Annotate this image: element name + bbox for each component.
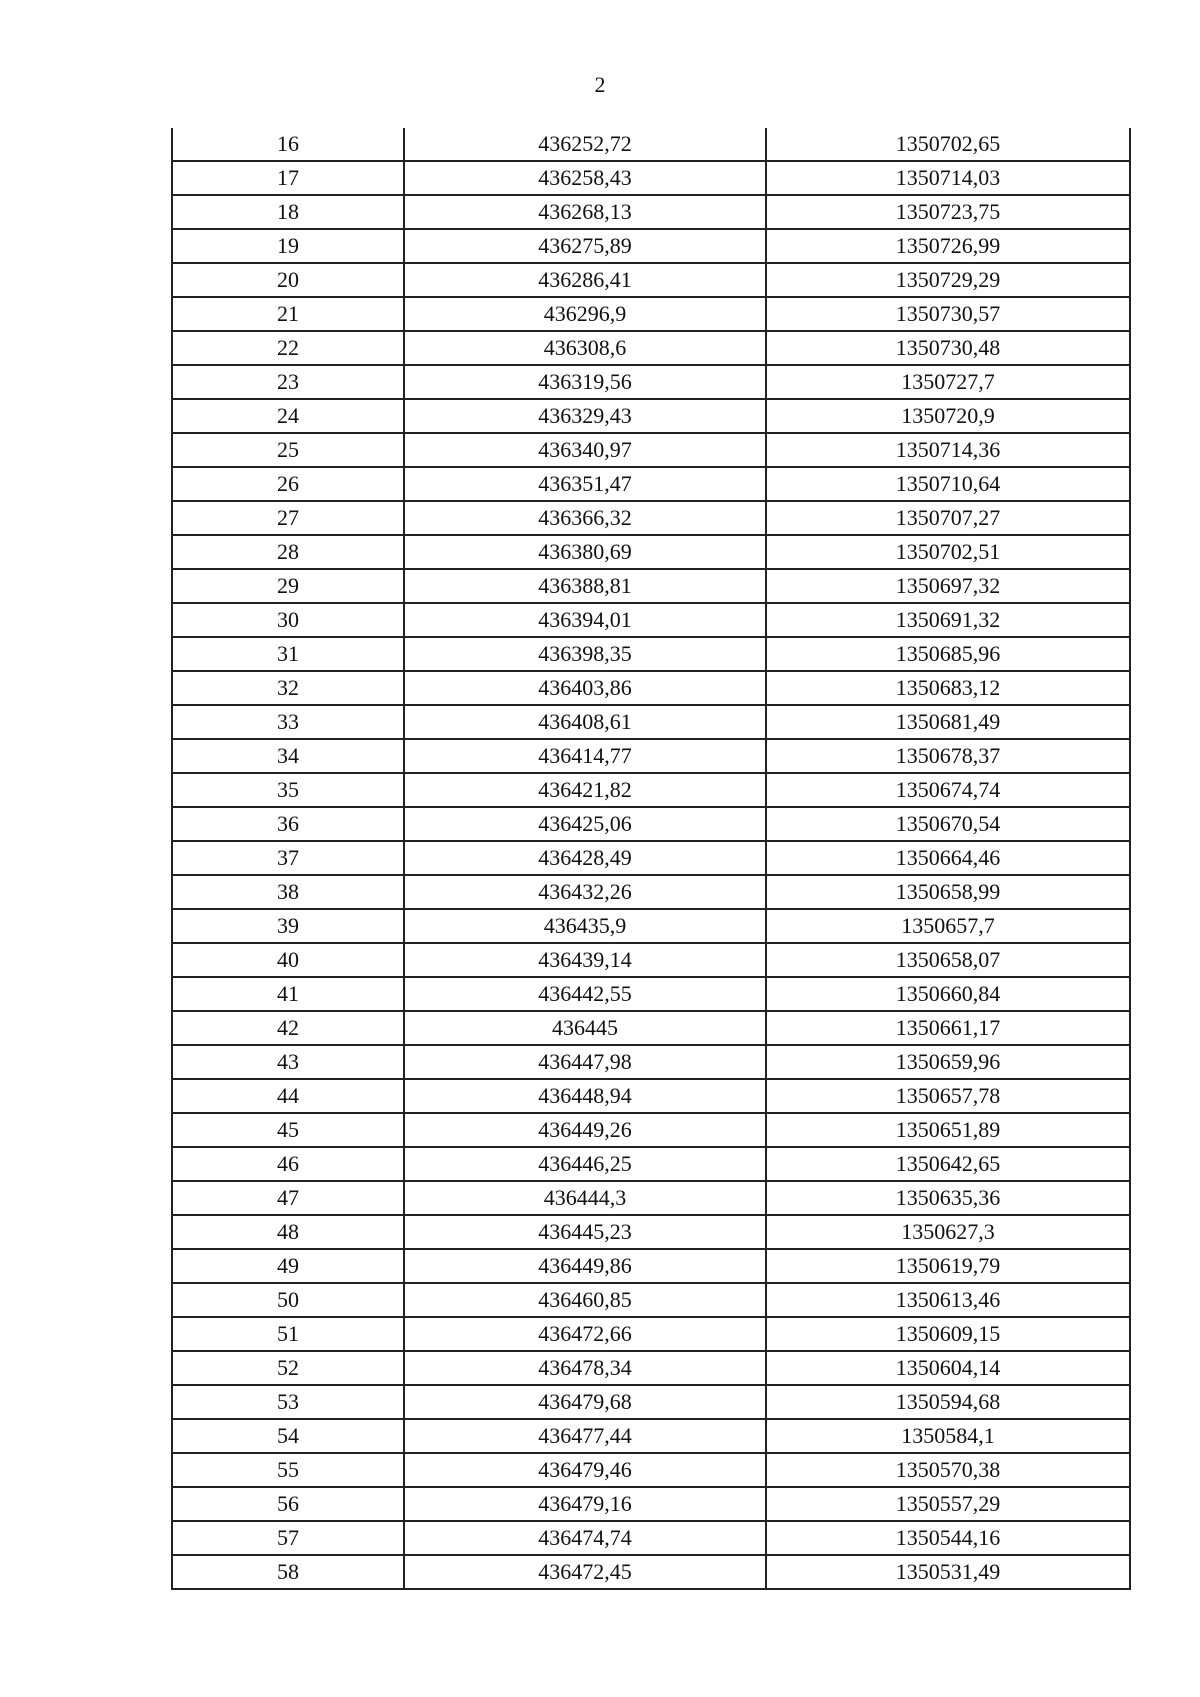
table-row (172, 943, 1130, 977)
y-coordinate-cell: 1350727,7 (766, 365, 1130, 399)
x-coordinate-cell: 436447,98 (404, 1045, 766, 1079)
table-row (172, 1045, 1130, 1079)
table-row (172, 739, 1130, 773)
point-number-cell: 20 (172, 263, 404, 297)
y-coordinate-cell: 1350584,1 (766, 1419, 1130, 1453)
point-number-cell: 16 (172, 128, 404, 161)
table-row (172, 1283, 1130, 1317)
point-number-cell: 26 (172, 467, 404, 501)
point-number-cell: 32 (172, 671, 404, 705)
table-row (172, 501, 1130, 535)
y-coordinate-cell: 1350720,9 (766, 399, 1130, 433)
table-row (172, 1215, 1130, 1249)
x-coordinate-cell: 436394,01 (404, 603, 766, 637)
point-number-cell: 48 (172, 1215, 404, 1249)
point-number-cell: 53 (172, 1385, 404, 1419)
y-coordinate-cell: 1350702,51 (766, 535, 1130, 569)
table-row (172, 535, 1130, 569)
y-coordinate-cell: 1350651,89 (766, 1113, 1130, 1147)
y-coordinate-cell: 1350674,74 (766, 773, 1130, 807)
table-row (172, 1453, 1130, 1487)
table-row (172, 1079, 1130, 1113)
table-row (172, 195, 1130, 229)
x-coordinate-cell: 436398,35 (404, 637, 766, 671)
y-coordinate-cell: 1350683,12 (766, 671, 1130, 705)
point-number-cell: 25 (172, 433, 404, 467)
point-number-cell: 37 (172, 841, 404, 875)
y-coordinate-cell: 1350659,96 (766, 1045, 1130, 1079)
x-coordinate-cell: 436319,56 (404, 365, 766, 399)
point-number-cell: 40 (172, 943, 404, 977)
x-coordinate-cell: 436474,74 (404, 1521, 766, 1555)
y-coordinate-cell: 1350685,96 (766, 637, 1130, 671)
y-coordinate-cell: 1350664,46 (766, 841, 1130, 875)
point-number-cell: 36 (172, 807, 404, 841)
y-coordinate-cell: 1350670,54 (766, 807, 1130, 841)
y-coordinate-cell: 1350557,29 (766, 1487, 1130, 1521)
table-row (172, 1249, 1130, 1283)
x-coordinate-cell: 436329,43 (404, 399, 766, 433)
y-coordinate-cell: 1350714,03 (766, 161, 1130, 195)
table-row (172, 773, 1130, 807)
point-number-cell: 27 (172, 501, 404, 535)
table-row (172, 1147, 1130, 1181)
point-number-cell: 22 (172, 331, 404, 365)
x-coordinate-cell: 436479,46 (404, 1453, 766, 1487)
point-number-cell: 58 (172, 1555, 404, 1589)
table-row (172, 399, 1130, 433)
table-row (172, 671, 1130, 705)
x-coordinate-cell: 436479,68 (404, 1385, 766, 1419)
table-row (172, 977, 1130, 1011)
point-number-cell: 50 (172, 1283, 404, 1317)
x-coordinate-cell: 436408,61 (404, 705, 766, 739)
table-row (172, 637, 1130, 671)
x-coordinate-cell: 436252,72 (404, 128, 766, 161)
table-row (172, 161, 1130, 195)
x-coordinate-cell: 436351,47 (404, 467, 766, 501)
point-number-cell: 38 (172, 875, 404, 909)
x-coordinate-cell: 436472,45 (404, 1555, 766, 1589)
y-coordinate-cell: 1350657,78 (766, 1079, 1130, 1113)
x-coordinate-cell: 436448,94 (404, 1079, 766, 1113)
page-number: 2 (594, 72, 606, 97)
x-coordinate-cell: 436268,13 (404, 195, 766, 229)
x-coordinate-cell: 436388,81 (404, 569, 766, 603)
y-coordinate-cell: 1350660,84 (766, 977, 1130, 1011)
y-coordinate-cell: 1350613,46 (766, 1283, 1130, 1317)
table-row (172, 1351, 1130, 1385)
x-coordinate-cell: 436258,43 (404, 161, 766, 195)
y-coordinate-cell: 1350604,14 (766, 1351, 1130, 1385)
y-coordinate-cell: 1350723,75 (766, 195, 1130, 229)
table-row (172, 875, 1130, 909)
y-coordinate-cell: 1350702,65 (766, 128, 1130, 161)
table-row (172, 705, 1130, 739)
point-number-cell: 52 (172, 1351, 404, 1385)
table-row (172, 1521, 1130, 1555)
point-number-cell: 47 (172, 1181, 404, 1215)
point-number-cell: 42 (172, 1011, 404, 1045)
x-coordinate-cell: 436380,69 (404, 535, 766, 569)
table-row (172, 1113, 1130, 1147)
y-coordinate-cell: 1350710,64 (766, 467, 1130, 501)
x-coordinate-cell: 436286,41 (404, 263, 766, 297)
table-row (172, 263, 1130, 297)
point-number-cell: 43 (172, 1045, 404, 1079)
table-row (172, 331, 1130, 365)
table-row (172, 229, 1130, 263)
point-number-cell: 49 (172, 1249, 404, 1283)
y-coordinate-cell: 1350707,27 (766, 501, 1130, 535)
point-number-cell: 21 (172, 297, 404, 331)
point-number-cell: 35 (172, 773, 404, 807)
table-row (172, 1317, 1130, 1351)
x-coordinate-cell: 436275,89 (404, 229, 766, 263)
table-row (172, 1487, 1130, 1521)
x-coordinate-cell: 436439,14 (404, 943, 766, 977)
table-row (172, 841, 1130, 875)
point-number-cell: 17 (172, 161, 404, 195)
point-number-cell: 51 (172, 1317, 404, 1351)
y-coordinate-cell: 1350658,99 (766, 875, 1130, 909)
table-row (172, 297, 1130, 331)
x-coordinate-cell: 436477,44 (404, 1419, 766, 1453)
y-coordinate-cell: 1350619,79 (766, 1249, 1130, 1283)
x-coordinate-cell: 436442,55 (404, 977, 766, 1011)
table-row (172, 467, 1130, 501)
y-coordinate-cell: 1350730,48 (766, 331, 1130, 365)
x-coordinate-cell: 436435,9 (404, 909, 766, 943)
x-coordinate-cell: 436403,86 (404, 671, 766, 705)
point-number-cell: 41 (172, 977, 404, 1011)
point-number-cell: 54 (172, 1419, 404, 1453)
y-coordinate-cell: 1350714,36 (766, 433, 1130, 467)
x-coordinate-cell: 436445 (404, 1011, 766, 1045)
x-coordinate-cell: 436446,25 (404, 1147, 766, 1181)
x-coordinate-cell: 436296,9 (404, 297, 766, 331)
y-coordinate-cell: 1350544,16 (766, 1521, 1130, 1555)
point-number-cell: 30 (172, 603, 404, 637)
x-coordinate-cell: 436449,26 (404, 1113, 766, 1147)
y-coordinate-cell: 1350726,99 (766, 229, 1130, 263)
point-number-cell: 31 (172, 637, 404, 671)
x-coordinate-cell: 436308,6 (404, 331, 766, 365)
point-number-cell: 55 (172, 1453, 404, 1487)
x-coordinate-cell: 436428,49 (404, 841, 766, 875)
y-coordinate-cell: 1350635,36 (766, 1181, 1130, 1215)
point-number-cell: 39 (172, 909, 404, 943)
table-row (172, 1419, 1130, 1453)
y-coordinate-cell: 1350657,7 (766, 909, 1130, 943)
point-number-cell: 23 (172, 365, 404, 399)
point-number-cell: 44 (172, 1079, 404, 1113)
y-coordinate-cell: 1350730,57 (766, 297, 1130, 331)
table-row (172, 603, 1130, 637)
table-row (172, 807, 1130, 841)
point-number-cell: 19 (172, 229, 404, 263)
table-row (172, 433, 1130, 467)
y-coordinate-cell: 1350531,49 (766, 1555, 1130, 1589)
table-row (172, 909, 1130, 943)
table-row (172, 1011, 1130, 1045)
point-number-cell: 45 (172, 1113, 404, 1147)
x-coordinate-cell: 436425,06 (404, 807, 766, 841)
y-coordinate-cell: 1350681,49 (766, 705, 1130, 739)
coordinates-table (171, 128, 1131, 1590)
table-row (172, 569, 1130, 603)
y-coordinate-cell: 1350627,3 (766, 1215, 1130, 1249)
y-coordinate-cell: 1350658,07 (766, 943, 1130, 977)
x-coordinate-cell: 436414,77 (404, 739, 766, 773)
table-row (172, 1385, 1130, 1419)
point-number-cell: 33 (172, 705, 404, 739)
y-coordinate-cell: 1350678,37 (766, 739, 1130, 773)
y-coordinate-cell: 1350697,32 (766, 569, 1130, 603)
x-coordinate-cell: 436340,97 (404, 433, 766, 467)
x-coordinate-cell: 436460,85 (404, 1283, 766, 1317)
x-coordinate-cell: 436432,26 (404, 875, 766, 909)
y-coordinate-cell: 1350594,68 (766, 1385, 1130, 1419)
y-coordinate-cell: 1350691,32 (766, 603, 1130, 637)
point-number-cell: 57 (172, 1521, 404, 1555)
point-number-cell: 18 (172, 195, 404, 229)
y-coordinate-cell: 1350729,29 (766, 263, 1130, 297)
table-row (172, 128, 1130, 161)
y-coordinate-cell: 1350661,17 (766, 1011, 1130, 1045)
coordinates-table-body (172, 128, 1130, 1589)
table-row (172, 1555, 1130, 1589)
x-coordinate-cell: 436479,16 (404, 1487, 766, 1521)
x-coordinate-cell: 436478,34 (404, 1351, 766, 1385)
x-coordinate-cell: 436449,86 (404, 1249, 766, 1283)
x-coordinate-cell: 436444,3 (404, 1181, 766, 1215)
point-number-cell: 46 (172, 1147, 404, 1181)
x-coordinate-cell: 436421,82 (404, 773, 766, 807)
x-coordinate-cell: 436445,23 (404, 1215, 766, 1249)
y-coordinate-cell: 1350642,65 (766, 1147, 1130, 1181)
table-row (172, 365, 1130, 399)
point-number-cell: 24 (172, 399, 404, 433)
table-row (172, 1181, 1130, 1215)
x-coordinate-cell: 436366,32 (404, 501, 766, 535)
point-number-cell: 56 (172, 1487, 404, 1521)
point-number-cell: 34 (172, 739, 404, 773)
x-coordinate-cell: 436472,66 (404, 1317, 766, 1351)
y-coordinate-cell: 1350609,15 (766, 1317, 1130, 1351)
point-number-cell: 28 (172, 535, 404, 569)
y-coordinate-cell: 1350570,38 (766, 1453, 1130, 1487)
point-number-cell: 29 (172, 569, 404, 603)
